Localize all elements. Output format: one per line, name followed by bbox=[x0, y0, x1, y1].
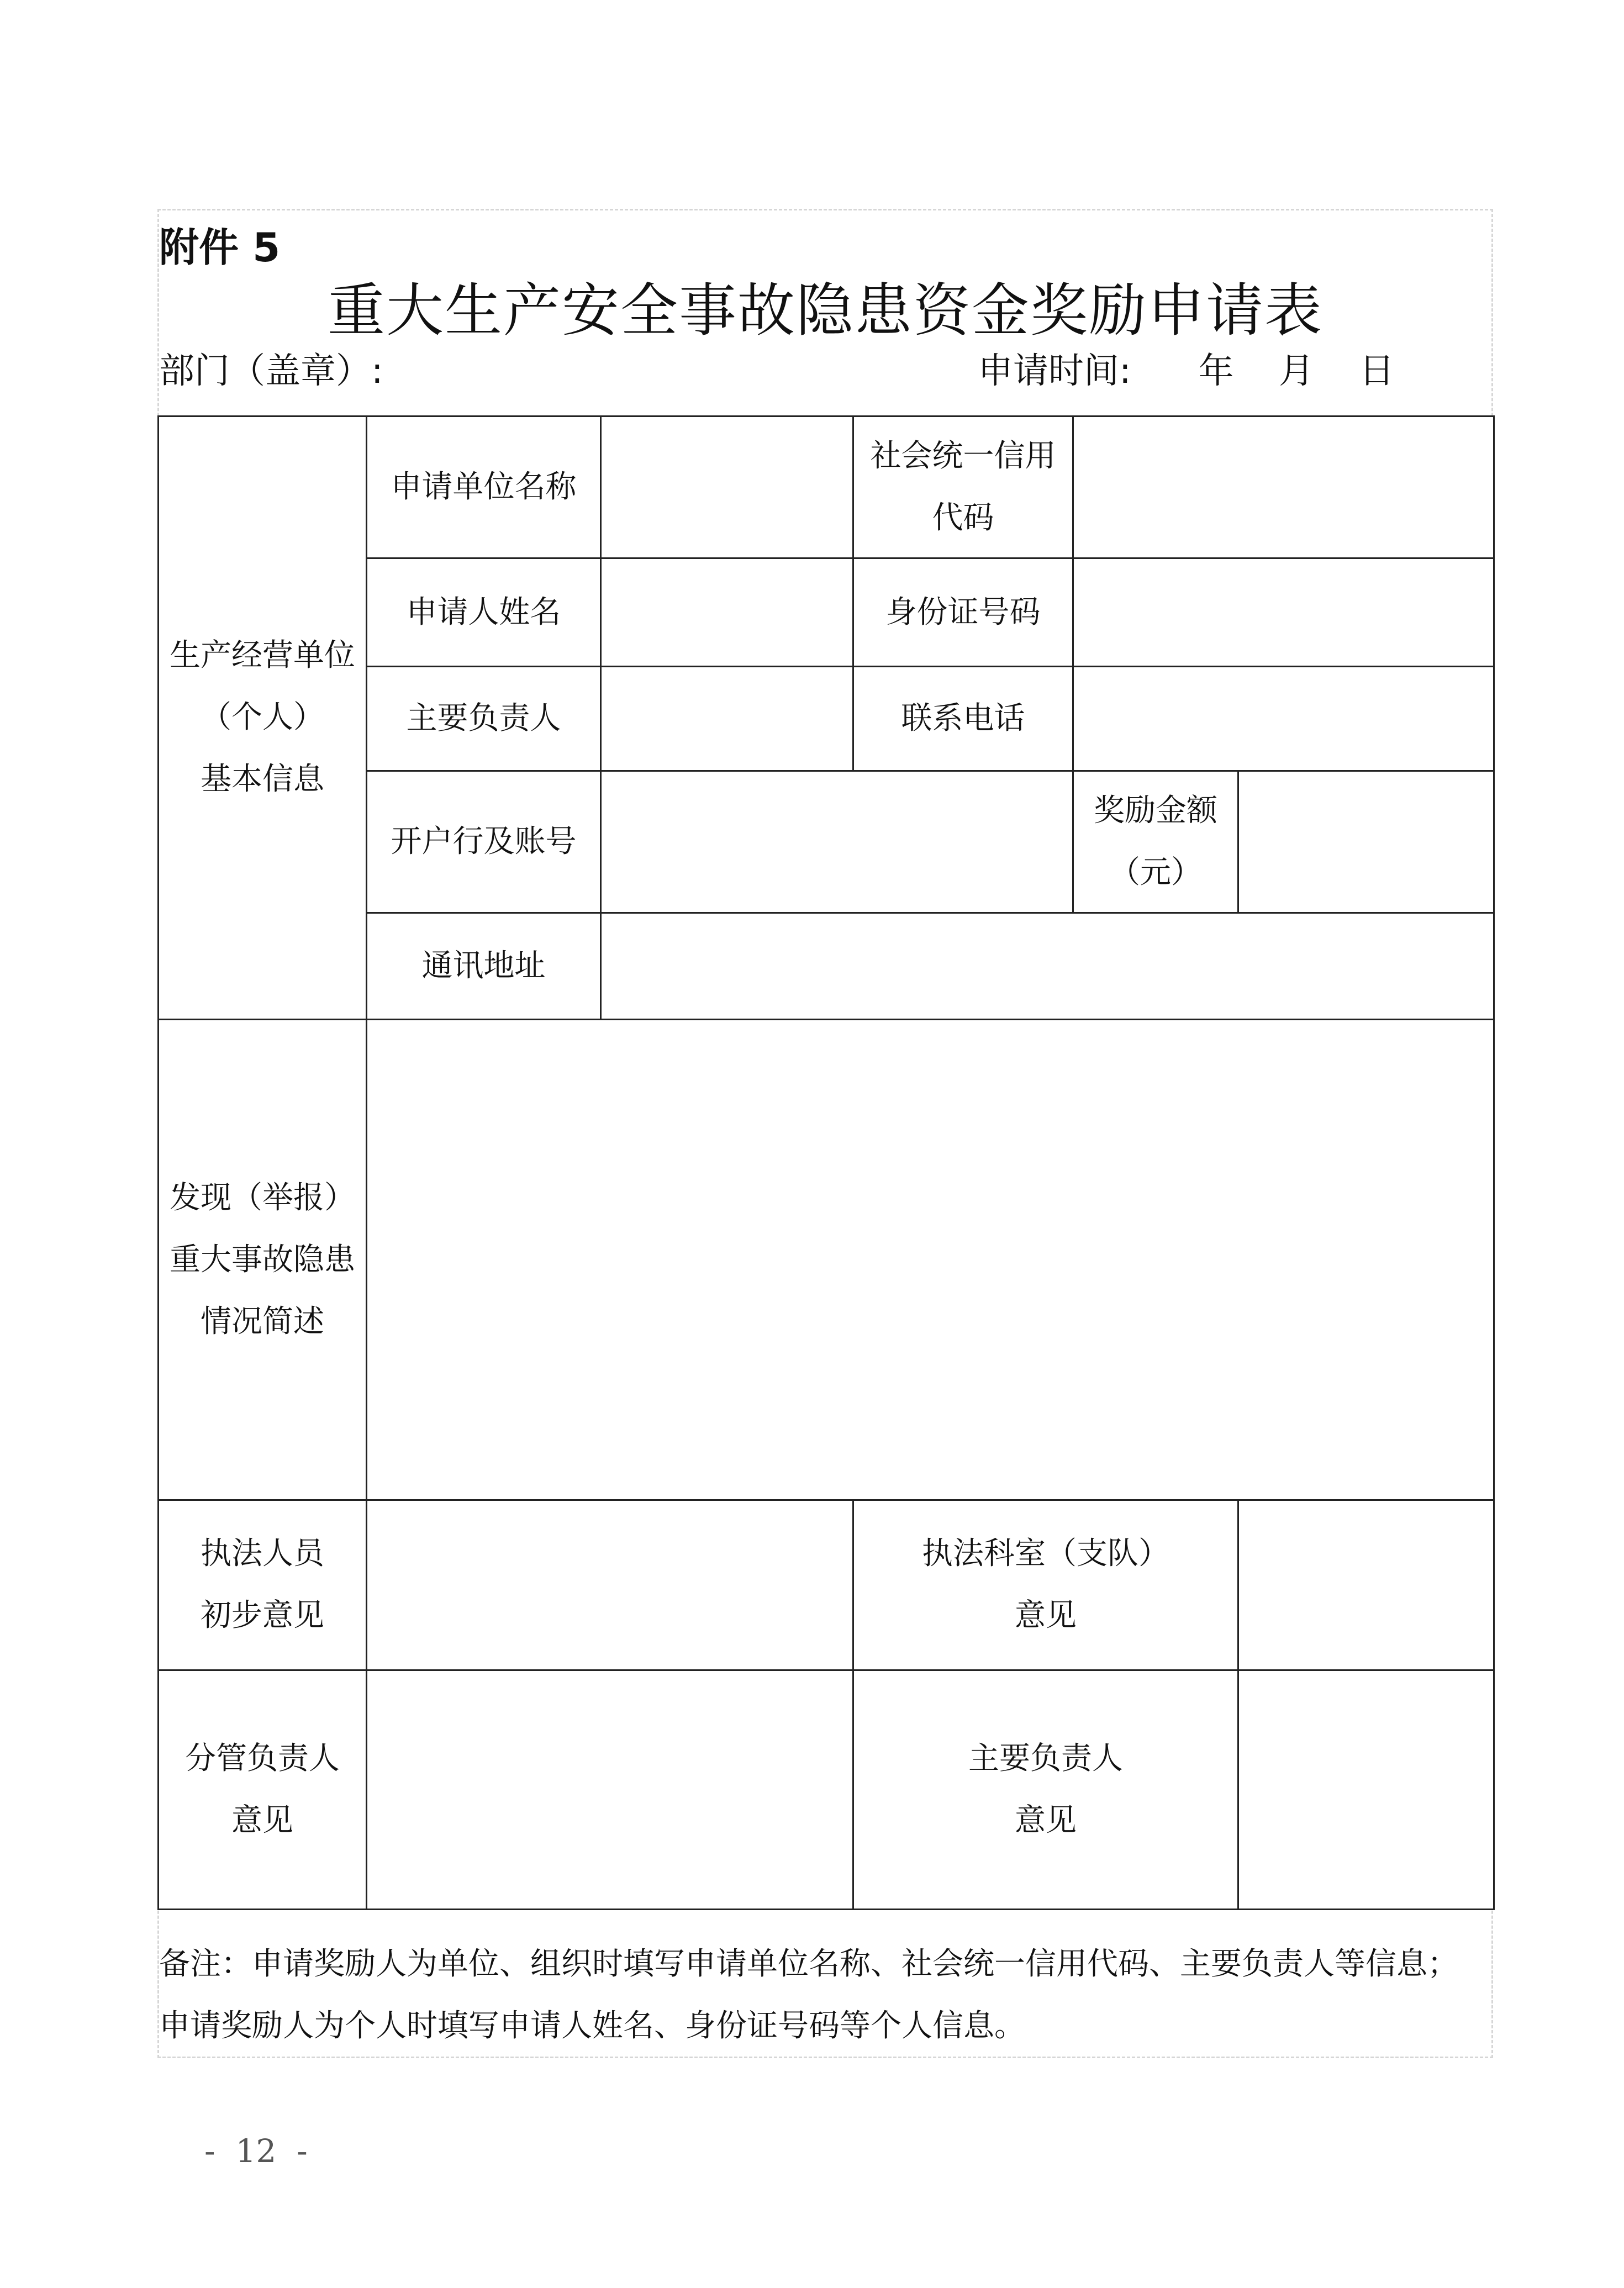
table-row bbox=[159, 1500, 1494, 1670]
reward-amount-label: 奖励金额 （元） bbox=[1073, 771, 1238, 913]
officer-opinion-label: 执法人员 初步意见 bbox=[159, 1500, 367, 1670]
phone-field[interactable] bbox=[1073, 667, 1494, 771]
unit-name-field[interactable] bbox=[601, 417, 853, 558]
principal-label: 主要负责人 bbox=[367, 667, 601, 771]
application-date bbox=[978, 351, 1395, 392]
principal-field[interactable] bbox=[601, 667, 853, 771]
address-label: 通讯地址 bbox=[367, 913, 601, 1019]
address-field[interactable] bbox=[601, 913, 1494, 1019]
applicant-name-label: 申请人姓名 bbox=[367, 558, 601, 667]
table-row bbox=[159, 1019, 1494, 1500]
bank-account-field[interactable] bbox=[601, 771, 1073, 913]
chief-opinion-label: 主要负责人 意见 bbox=[853, 1670, 1238, 1910]
application-form-table bbox=[157, 415, 1495, 1910]
document-title: 重大生产安全事故隐患资金奖励申请表 bbox=[327, 277, 1323, 344]
dept-opinion-label: 执法科室（支队） 意见 bbox=[853, 1500, 1238, 1670]
date-label: 申请时间: bbox=[978, 351, 1131, 392]
hazard-description-label: 发现（举报） 重大事故隐患 情况简述 bbox=[159, 1019, 367, 1500]
deputy-opinion-label: 分管负责人 意见 bbox=[159, 1670, 367, 1910]
day-label: 日 bbox=[1359, 351, 1395, 392]
basic-info-section-label: 生产经营单位 （个人） 基本信息 bbox=[159, 417, 367, 1020]
reward-amount-field[interactable] bbox=[1238, 771, 1494, 913]
phone-label: 联系电话 bbox=[853, 667, 1073, 771]
applicant-name-field[interactable] bbox=[601, 558, 853, 667]
unit-name-label: 申请单位名称 bbox=[367, 417, 601, 558]
officer-opinion-field[interactable] bbox=[367, 1500, 853, 1670]
id-number-field[interactable] bbox=[1073, 558, 1494, 667]
page-number: - 12 - bbox=[204, 2132, 308, 2170]
hazard-description-field[interactable] bbox=[367, 1019, 1494, 1500]
chief-opinion-field[interactable] bbox=[1238, 1670, 1494, 1910]
notes-line-1: 备注：申请奖励人为单位、组织时填写申请单位名称、社会统一信用代码、主要负责人等信息； bbox=[159, 1946, 1458, 1982]
notes bbox=[159, 1933, 1490, 2057]
department-seal-label: 部门（盖章）: bbox=[159, 351, 383, 392]
month-label: 月 bbox=[1279, 351, 1314, 392]
bank-account-label: 开户行及账号 bbox=[367, 771, 601, 913]
dept-opinion-field[interactable] bbox=[1238, 1500, 1494, 1670]
attachment-label: 附件 5 bbox=[159, 224, 281, 271]
table-row bbox=[159, 417, 1494, 558]
table-row bbox=[159, 1670, 1494, 1910]
notes-line-2: 申请奖励人为个人时填写申请人姓名、身份证号码等个人信息。 bbox=[159, 2008, 1025, 2044]
credit-code-label: 社会统一信用 代码 bbox=[853, 417, 1073, 558]
deputy-opinion-field[interactable] bbox=[367, 1670, 853, 1910]
year-label: 年 bbox=[1198, 351, 1234, 392]
id-number-label: 身份证号码 bbox=[853, 558, 1073, 667]
credit-code-field[interactable] bbox=[1073, 417, 1494, 558]
